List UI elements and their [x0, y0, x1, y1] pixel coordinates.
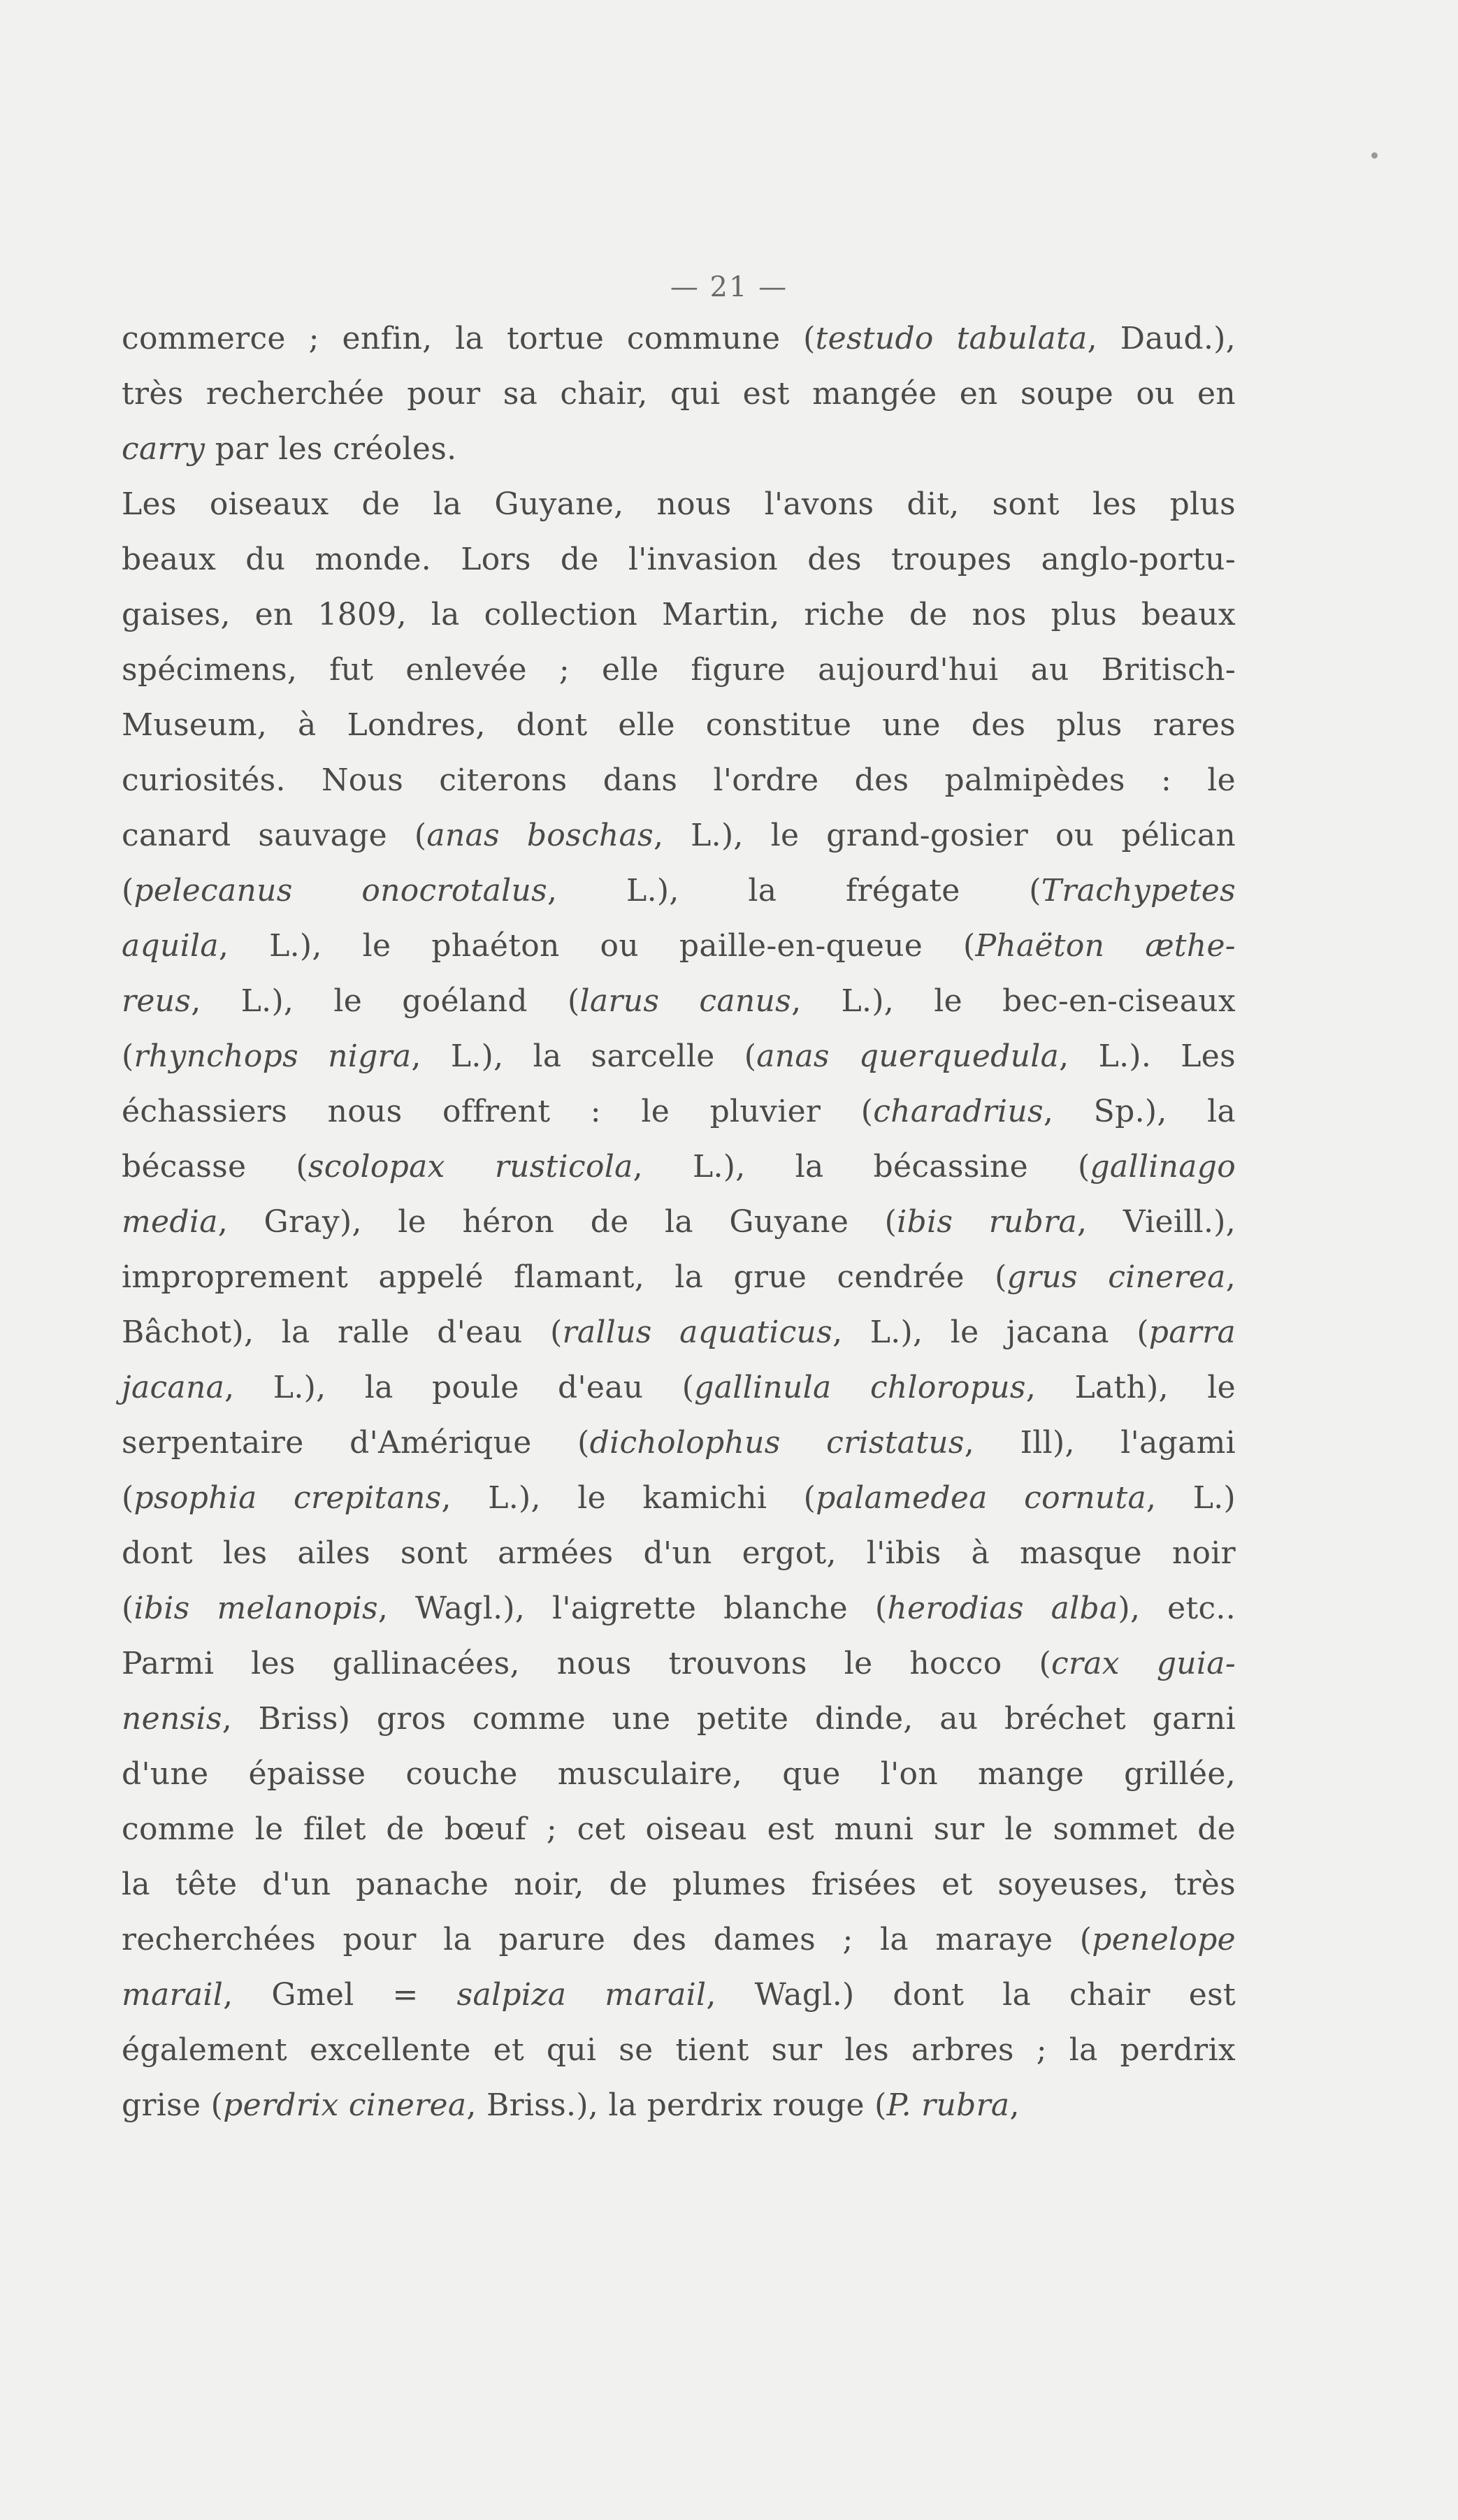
latin-name: anas boschas — [426, 818, 654, 853]
text-run: , Wagl.) dont la chair est — [706, 1977, 1236, 2013]
latin-name: aquila — [122, 928, 219, 964]
latin-name: grus cinerea — [1006, 1259, 1226, 1295]
text-run: , Briss) gros comme une petite dinde, au bréchet garni — [222, 1701, 1236, 1737]
text-run: , Briss.), la perdrix rouge ( — [466, 2087, 887, 2123]
text-run: Parmi les gallinacées, nous trouvons le hocco ( — [122, 1646, 1051, 1681]
text-run: ( — [122, 1038, 134, 1074]
text-run: , Wagl.), l'aigrette blanche ( — [377, 1591, 888, 1626]
text-line — [122, 1250, 1236, 1305]
latin-name: reus — [122, 983, 192, 1019]
text-run: , Gmel = — [223, 1977, 457, 2013]
text-run: Bâchot), la ralle d'eau ( — [122, 1315, 563, 1350]
text-line — [122, 1360, 1236, 1415]
text-run: , Daud.), — [1087, 321, 1236, 356]
text-run: bécasse ( — [122, 1149, 308, 1185]
text-line — [122, 1857, 1236, 1912]
latin-name: psophia crepitans — [133, 1480, 442, 1516]
text-line — [122, 1194, 1236, 1250]
text-line — [122, 1967, 1236, 2022]
latin-name: gallinula chloropus — [694, 1370, 1026, 1405]
latin-name: gallinago — [1090, 1149, 1236, 1185]
text-run: , Lath), le — [1025, 1370, 1236, 1405]
text-run: , L.), le bec-en-ciseaux — [791, 983, 1236, 1019]
latin-name: ibis melanopis — [133, 1591, 378, 1626]
text-run: , L.), le grand-gosier ou pélican — [653, 818, 1236, 853]
text-run: , L.) — [1146, 1480, 1236, 1516]
text-line — [122, 1084, 1236, 1139]
text-run: , L.), la sarcelle ( — [411, 1038, 757, 1074]
latin-name: dicholophus cristatus — [589, 1425, 965, 1461]
latin-name: Phaëton æthe- — [975, 928, 1236, 964]
text-line — [122, 2078, 1236, 2133]
text-run: , L.), le phaéton ou paille-en-queue ( — [218, 928, 976, 964]
latin-name: scolopax rusticola — [308, 1149, 633, 1185]
text-line — [122, 1029, 1236, 1084]
text-line — [122, 1802, 1236, 1857]
text-run: Museum, à Londres, dont elle constitue une des plus rares — [122, 707, 1236, 743]
text-line — [122, 863, 1236, 918]
text-run: serpentaire d'Amérique ( — [122, 1425, 590, 1461]
latin-name: media — [122, 1204, 218, 1240]
text-line — [122, 1746, 1236, 1802]
text-line — [122, 1636, 1236, 1691]
text-line — [122, 2022, 1236, 2078]
text-run: commerce ; enfin, la tortue commune ( — [122, 321, 816, 356]
text-run: , L.), le kamichi ( — [441, 1480, 816, 1516]
text-run: , L.). Les — [1059, 1038, 1236, 1074]
text-run: curiosités. Nous citerons dans l'ordre des palmipèdes : le — [122, 762, 1236, 798]
text-run: grise ( — [122, 2087, 224, 2123]
text-line — [122, 366, 1236, 421]
latin-name: larus canus — [579, 983, 792, 1019]
latin-name: charadrius — [873, 1094, 1044, 1129]
text-line — [122, 1526, 1236, 1581]
text-run: recherchées pour la parure des dames ; la maraye ( — [122, 1922, 1092, 1957]
text-run: beaux du monde. Lors de l'invasion des troupes anglo-portu- — [122, 542, 1236, 577]
text-run: Les oiseaux de la Guyane, nous l'avons dit, sont les plus — [122, 486, 1236, 522]
text-run: ), etc.. — [1118, 1591, 1236, 1626]
latin-name: testudo tabulata — [815, 321, 1088, 356]
latin-name: carry — [122, 431, 205, 467]
latin-name: rhynchops nigra — [133, 1038, 412, 1074]
text-run: , Sp.), la — [1043, 1094, 1236, 1129]
latin-name: penelope — [1092, 1922, 1236, 1957]
latin-name: ibis rubra — [897, 1204, 1078, 1240]
text-line — [122, 1912, 1236, 1967]
text-line — [122, 753, 1236, 808]
text-run: comme le filet de bœuf ; cet oiseau est muni sur le sommet de — [122, 1811, 1236, 1847]
text-run: ( — [122, 1480, 134, 1516]
latin-name: Trachypetes — [1041, 873, 1236, 908]
text-run: , Gray), le héron de la Guyane ( — [217, 1204, 897, 1240]
text-run: , L.), le jacana ( — [832, 1315, 1149, 1350]
text-line — [122, 587, 1236, 642]
text-line — [122, 808, 1236, 863]
text-line — [122, 697, 1236, 753]
text-line — [122, 1305, 1236, 1360]
latin-name: P. rubra — [886, 2087, 1010, 2123]
latin-name: jacana — [122, 1370, 225, 1405]
text-line — [122, 1581, 1236, 1636]
latin-name: salpiza marail — [456, 1977, 707, 2013]
text-line — [122, 532, 1236, 587]
text-line — [122, 1139, 1236, 1194]
text-run: canard sauvage ( — [122, 818, 427, 853]
latin-name: palamedea cornuta — [816, 1480, 1147, 1516]
text-run: très recherchée pour sa chair, qui est mangée en soupe ou en — [122, 376, 1236, 412]
text-run: dont les ailes sont armées d'un ergot, l'ibis à masque noir — [122, 1535, 1236, 1571]
text-run: improprement appelé flamant, la grue cendrée ( — [122, 1259, 1007, 1295]
text-line — [122, 1691, 1236, 1746]
paper-speck — [1371, 152, 1378, 159]
text-line — [122, 1415, 1236, 1470]
text-run: la tête d'un panache noir, de plumes frisées et soyeuses, très — [122, 1867, 1236, 1902]
text-run: , Vieill.), — [1077, 1204, 1236, 1240]
text-run: spécimens, fut enlevée ; elle figure aujourd'hui au Britisch- — [122, 652, 1236, 688]
latin-name: anas querquedula — [756, 1038, 1060, 1074]
text-run: gaises, en 1809, la collection Martin, riche de nos plus beaux — [122, 597, 1236, 632]
latin-name: crax guia- — [1051, 1646, 1236, 1681]
latin-name: pelecanus onocrotalus — [133, 873, 548, 908]
text-line — [122, 642, 1236, 697]
text-run: échassiers nous offrent : le pluvier ( — [122, 1094, 874, 1129]
text-line — [122, 1470, 1236, 1526]
text-line — [122, 421, 1236, 477]
text-run: , L.), le goéland ( — [191, 983, 580, 1019]
text-run: , — [1009, 2087, 1020, 2123]
latin-name: perdrix cinerea — [223, 2087, 467, 2123]
text-run: , L.), la poule d'eau ( — [224, 1370, 695, 1405]
text-run: ( — [122, 1591, 134, 1626]
text-run: d'une épaisse couche musculaire, que l'on mange grillée, — [122, 1756, 1236, 1792]
body-text — [122, 311, 1236, 2133]
text-line — [122, 311, 1236, 366]
text-run: ( — [122, 873, 134, 908]
text-run: par les créoles. — [205, 431, 457, 467]
latin-name: nensis — [122, 1701, 222, 1737]
page-number: — 21 — — [670, 271, 788, 303]
text-run: , Ill), l'agami — [964, 1425, 1236, 1461]
text-line — [122, 973, 1236, 1029]
text-run: , L.), la frégate ( — [547, 873, 1041, 908]
text-line — [122, 477, 1236, 532]
text-run: , L.), la bécassine ( — [633, 1149, 1090, 1185]
latin-name: parra — [1148, 1315, 1236, 1350]
latin-name: herodias alba — [887, 1591, 1118, 1626]
text-run: , — [1225, 1259, 1236, 1295]
latin-name: rallus aquaticus — [562, 1315, 833, 1350]
latin-name: marail — [122, 1977, 224, 2013]
text-run: également excellente et qui se tient sur les arbres ; la perdrix — [122, 2032, 1236, 2068]
text-line — [122, 918, 1236, 973]
